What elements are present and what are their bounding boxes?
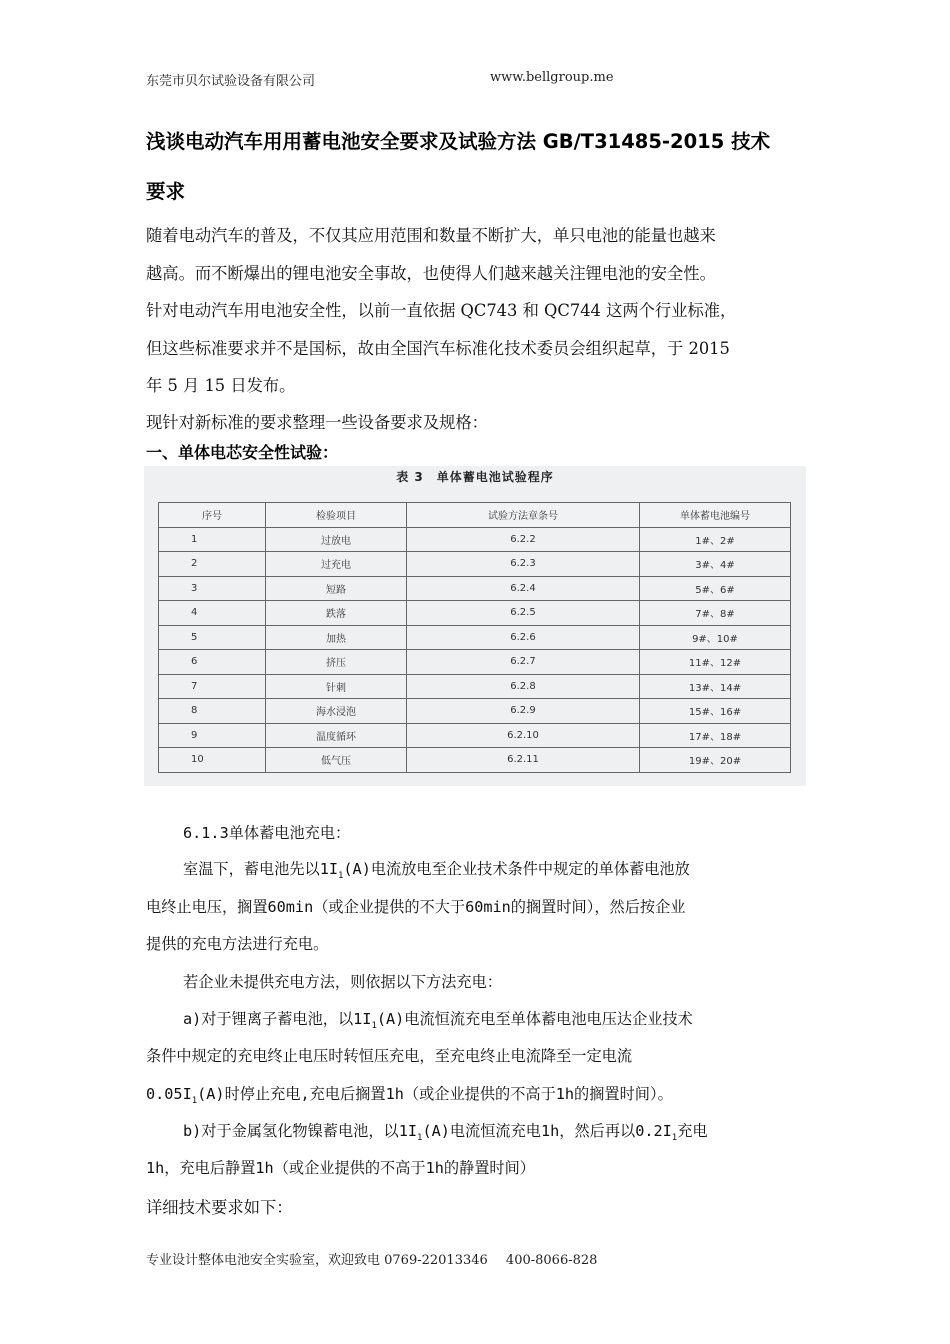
col-header-seq: 序号 — [159, 503, 266, 528]
table-row — [159, 552, 791, 577]
section-heading: 一、单体电芯安全性试验： — [146, 443, 339, 462]
subscript: 1 — [371, 1021, 377, 1032]
cell-number: 1#、2# — [640, 527, 791, 552]
table-row — [159, 601, 791, 626]
cell-clause: 6.2.6 — [407, 625, 640, 650]
cell-seq: 9 — [159, 723, 266, 748]
cell-number: 3#、4# — [640, 552, 791, 577]
table-row — [159, 674, 791, 699]
detail-label: 详细技术要求如下： — [146, 1198, 293, 1217]
charge-p1-line-3: 提供的充电方法进行充电。 — [146, 935, 329, 953]
cell-clause: 6.2.8 — [407, 674, 640, 699]
cell-seq: 8 — [159, 699, 266, 724]
cell-seq: 5 — [159, 625, 266, 650]
cell-item: 跌落 — [266, 601, 407, 626]
subscript: 1 — [671, 1133, 678, 1144]
table-row — [159, 625, 791, 650]
text-segment: 室温下，蓄电池先以1I — [183, 860, 338, 878]
table-row — [159, 699, 791, 724]
intro-line-3: 针对电动汽车用电池安全性，以前一直依据 QC743 和 QC744 这两个行业标准， — [146, 301, 737, 320]
cell-seq: 2 — [159, 552, 266, 577]
cell-item: 挤压 — [266, 650, 407, 675]
cell-item: 过放电 — [266, 527, 407, 552]
col-header-cell: 单体蓄电池编号 — [640, 503, 791, 528]
text-segment: a)对于锂离子蓄电池，以1I — [183, 1010, 372, 1028]
table-row — [159, 650, 791, 675]
intro-line-2: 越高。而不断爆出的锂电池安全事故，也使得人们越来越关注锂电池的安全性。 — [146, 264, 716, 283]
table-row — [159, 723, 791, 748]
intro-line-4: 但这些标准要求并不是国标，故由全国汽车标准化技术委员会组织起草，于 2015 — [146, 339, 730, 358]
table-row — [159, 576, 791, 601]
table-caption: 表 3 单体蓄电池试验程序 — [396, 470, 554, 484]
text-segment: 充电 — [677, 1122, 708, 1140]
cell-seq: 3 — [159, 576, 266, 601]
text-segment: (A)电流恒流充电至单体蓄电池电压达企业技术 — [376, 1010, 693, 1028]
footer — [146, 1249, 611, 1268]
footer-phone: 400-8066-828 — [505, 1253, 598, 1268]
subscript: 1 — [191, 1096, 198, 1107]
cell-number: 13#、14# — [640, 674, 791, 699]
charge-a-line-3 — [146, 1083, 673, 1106]
intro-line-1: 随着电动汽车的普及，不仅其应用范围和数量不断扩大，单只电池的能量也越来 — [146, 226, 716, 245]
subscript: 1 — [417, 1133, 423, 1144]
col-header-item: 检验项目 — [266, 503, 407, 528]
cell-seq: 1 — [159, 527, 266, 552]
cell-seq: 10 — [159, 748, 266, 773]
cell-clause: 6.2.11 — [407, 748, 640, 773]
cell-item: 海水浸泡 — [266, 699, 407, 724]
cell-number: 17#、18# — [640, 723, 791, 748]
header-company: 东莞市贝尔试验设备有限公司 — [146, 74, 316, 89]
cell-seq: 7 — [159, 674, 266, 699]
cell-clause: 6.2.3 — [407, 552, 640, 577]
header-website[interactable]: www.bellgroup.me — [490, 70, 614, 85]
cell-item: 低气压 — [266, 748, 407, 773]
charge-heading: 6.1.3单体蓄电池充电： — [183, 824, 351, 842]
intro-line-5: 年 5 月 15 日发布。 — [146, 376, 296, 395]
charge-p1-line-1 — [183, 858, 690, 881]
cell-number: 19#、20# — [640, 748, 791, 773]
cell-clause: 6.2.4 — [407, 576, 640, 601]
text-segment: (A)电流恒流充电1h，然后再以0.2I — [422, 1122, 672, 1140]
charge-p2: 若企业未提供充电方法，则依据以下方法充电： — [183, 973, 502, 991]
charge-a-line-1 — [183, 1008, 693, 1031]
cell-clause: 6.2.7 — [407, 650, 640, 675]
cell-seq: 6 — [159, 650, 266, 675]
text-segment: b)对于金属氢化物镍蓄电池，以1I — [183, 1122, 418, 1140]
test-procedure-table — [158, 502, 791, 773]
cell-number: 11#、12# — [640, 650, 791, 675]
table-row — [159, 748, 791, 773]
table-header-row — [159, 503, 791, 528]
text-segment: (A)电流放电至企业技术条件中规定的单体蓄电池放 — [343, 860, 690, 878]
cell-seq: 4 — [159, 601, 266, 626]
cell-clause: 6.2.2 — [407, 527, 640, 552]
text-segment: 0.05I — [146, 1085, 192, 1103]
page-title-cont: 要求 — [146, 180, 186, 203]
text-segment: (A)时停止充电,充电后搁置1h（或企业提供的不高于1h的搁置时间）。 — [197, 1085, 673, 1103]
subscript: 1 — [337, 871, 344, 882]
cell-number: 7#、8# — [640, 601, 791, 626]
cell-number: 9#、10# — [640, 625, 791, 650]
cell-clause: 6.2.10 — [407, 723, 640, 748]
footer-contact: 专业设计整体电池安全实验室，欢迎致电 0769-22013346 — [146, 1253, 488, 1268]
cell-item: 温度循环 — [266, 723, 407, 748]
cell-clause: 6.2.9 — [407, 699, 640, 724]
table-row — [159, 527, 791, 552]
charge-b-line-2: 1h，充电后静置1h（或企业提供的不高于1h的静置时间） — [146, 1159, 535, 1177]
charge-b-line-1 — [183, 1120, 708, 1143]
test-procedure-table-figure — [144, 466, 806, 786]
charge-p1-line-2: 电终止电压，搁置60min（或企业提供的不大于60min的搁置时间），然后按企业 — [146, 898, 686, 916]
cell-number: 5#、6# — [640, 576, 791, 601]
cell-item: 加热 — [266, 625, 407, 650]
cell-item: 针刺 — [266, 674, 407, 699]
cell-number: 15#、16# — [640, 699, 791, 724]
intro-line-6: 现针对新标准的要求整理一些设备要求及规格： — [146, 413, 488, 432]
cell-item: 短路 — [266, 576, 407, 601]
charge-a-line-2: 条件中规定的充电终止电压时转恒压充电，至充电终止电流降至一定电流 — [146, 1047, 632, 1065]
col-header-clause: 试验方法章条号 — [407, 503, 640, 528]
cell-item: 过充电 — [266, 552, 407, 577]
page-title: 浅谈电动汽车用用蓄电池安全要求及试验方法 GB/T31485-2015 技术 — [146, 130, 771, 153]
cell-clause: 6.2.5 — [407, 601, 640, 626]
